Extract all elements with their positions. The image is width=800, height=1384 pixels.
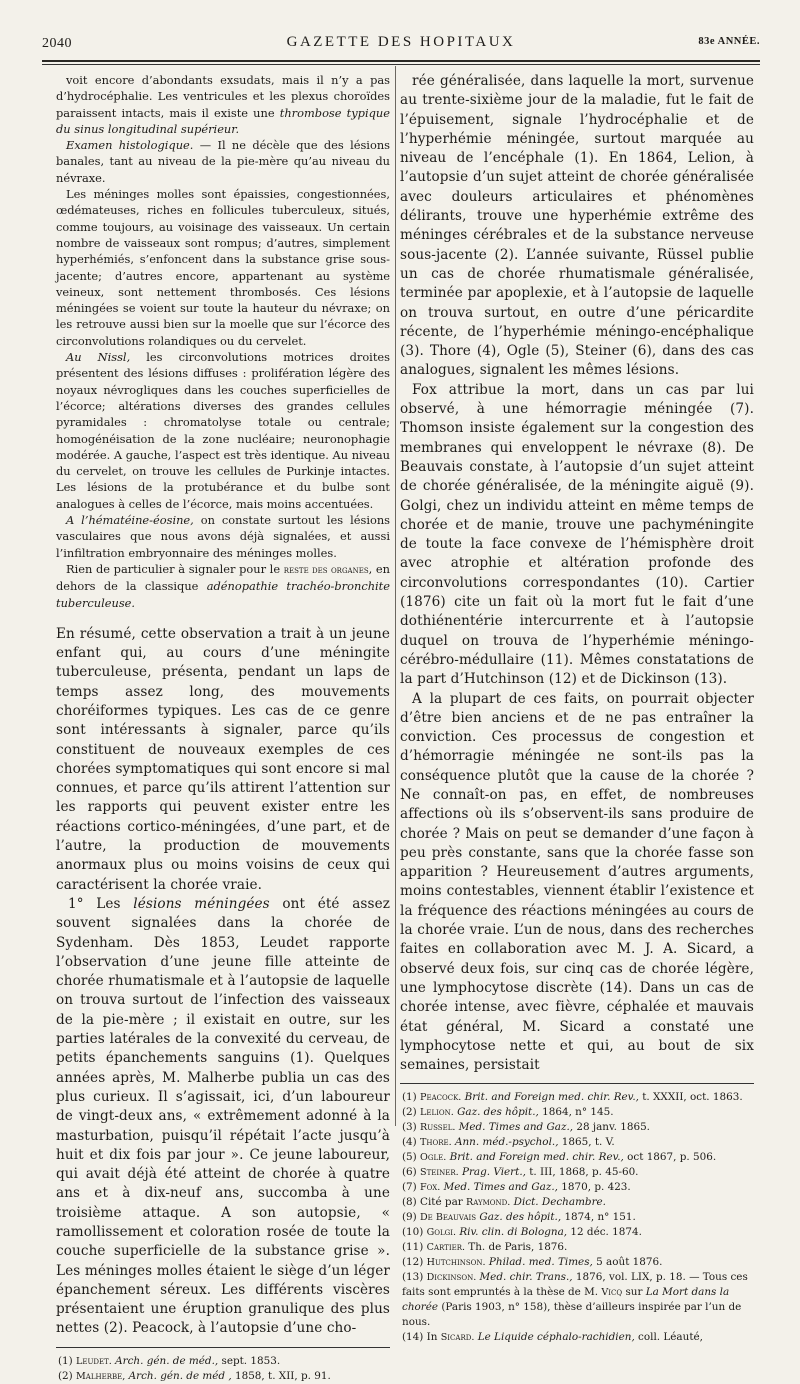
journal-title: GAZETTE DES HOPITAUX: [286, 34, 516, 50]
paragraph: Fox attribue la mort, dans un cas par lui observé, à une hémorragie méningée (7). Thomson insiste également sur la congestion des membranes qui enveloppent le névraxe (8). De Beauvais constate, à l’autopsie d’un sujet atteint de chorée généralisée, de la méningite aiguë (9). Golgi, chez un individu atteint en même temps de chorée et de manie, trouve une pachyméningite de toute la face convexe de l’hémisphère droit avec atrophie et altération profonde des circonvolutions correspondantes (10). Cartier (1876) cite un fait où la mort fut le fait d’une dothiénentérie intercurrente et à l’autopsie duquel on trouva de l’hyperhémie méningo-cérébro-médullaire (11). Mêmes constatations de la part d’Hutchinson (12) et de Dickinson (13).: [400, 381, 754, 688]
paragraph: Rien de particulier à signaler pour le reste des organes, en dehors de la classique adénopathie trachéo-bronchite tuberculeuse.: [56, 561, 391, 610]
paragraph: En résumé, cette observation a trait à un jeune enfant qui, au cours d’une méningite tuberculeuse, présenta, pendant un laps de temps assez long, des mouvements choréiformes typiques. Les cas de ce genre sont intéressants à signaler, parce qu’ils constituent de nouveaux exemples de ces chorées symptomatiques qui sont encore si mal connues, et parce qu’ils attirent l’attention sur les rapports qui peuvent exister entre les réactions cortico-méningées, d’une part, et de l’autre, la production de mouvements anormaux plus ou moins voisins de ceux qui caractérisent la chorée vraie.: [56, 625, 390, 893]
footnote-rule: [56, 1347, 390, 1348]
footnote: (8) Cité par Raymond. Dict. Dechambre.: [402, 1196, 606, 1209]
paragraph: A la plupart de ces faits, on pourrait objecter d’être bien anciens et de ne pas entraîner la conviction. Ces processus de congestion et d’hémorragie méningée ne sont-ils pas la conséquence plutôt que la cause de la chorée ? Ne connaît-on pas, en effet, de nombreuses affections où ils s’observent-ils sans produire de chorée ? Mais on peut se demander d’une façon à peu près constante, sans que la chorée fasse son apparition ? Heureusement d’autres arguments, moins contestables, viennent établir l’existence et la fréquence des réactions méningées au cours de la chorée vraie. L’un de nous, dans des recherches faites en collaboration avec M. J. A. Sicard, a observé deux fois, sur cinq cas de chorée légère, une lymphocytose discrète (14). Dans un cas de chorée intense, avec fièvre, céphalée et mauvais état général, M. Sicard a constaté une lymphocytose nette et qui, au bout de six semaines, persistait: [400, 690, 754, 1074]
footnote: (1) Peacock. Brit. and Foreign med. chir. Rev., t. XXXII, oct. 1863.: [402, 1091, 743, 1104]
footnote: (2) Lelion. Gaz. des hôpit., 1864, n° 145.: [402, 1106, 614, 1119]
page-number: 2040: [42, 36, 72, 51]
footnote: (5) Ogle. Brit. and Foreign med. chir. Rev., oct 1867, p. 506.: [402, 1151, 717, 1164]
footnote: (6) Steiner. Prag. Viert., t. III, 1868, p. 45-60.: [402, 1166, 639, 1179]
column-separator: [395, 66, 396, 1126]
paragraph: voit encore d’abondants exsudats, mais il n’y a pas d’hydrocéphalie. Les ventricules et les plexus choroïdes paraissent intacts, mais il existe une thrombose typique du sinus longitudinal supérieur.: [56, 73, 390, 136]
page-header: [42, 32, 760, 54]
footnote: (12) Hutchinson. Philad. med. Times, 5 août 1876.: [402, 1256, 663, 1269]
left-footnotes: [56, 1354, 390, 1384]
right-column: [400, 72, 754, 1345]
footnote: (9) De Beauvais Gaz. des hôpit., 1874, n° 151.: [402, 1211, 636, 1224]
paragraph: Les méninges molles sont épaissies, congestionnées, œdémateuses, riches en follicules tuberculeux, situés, comme toujours, au voisinage des vaisseaux. Un certain nombre de vaisseaux sont rompus; d’autres, simplement hyperhémiés, s’enfoncent dans la substance grise sous-jacente; d’autres encore, appartenant au système veineux, sont nettement thrombosés. Ces lésions méningées se voient sur toute la hauteur du névraxe; on les retrouve aussi bien sur la moelle que sur l’écorce des circonvolutions rolandiques ou du cervelet.: [56, 187, 390, 348]
paragraph: rée généralisée, dans laquelle la mort, survenue au trente-sixième jour de la maladie, fut le fait de l’épuisement, signale l’hydrocéphalie et de l’hyperhémie méningée, surtout marquée au niveau de l’encéphale (1). En 1864, Lelion, à l’autopsie d’un sujet atteint de chorée généralisée avec douleurs articulaires et phénomènes délirants, trouve une hyperhémie extrême des méninges cérébrales et de la substance nerveuse sous-jacente (2). L’année suivante, Rüssel publie un cas de chorée rhumatismale généralisée, terminée par apoplexie, et à l’autopsie de laquelle on trouva surtout, en outre d’une péricardite récente, de l’hyperhémie méningo-encéphalique (3). Thore (4), Ogle (5), Steiner (6), dans des cas analogues, signalent les mêmes lésions.: [400, 73, 754, 379]
footnote: (4) Thore. Ann. méd.-psychol., 1865, t. V.: [402, 1136, 615, 1149]
footnote: (3) Russel. Med. Times and Gaz., 28 janv. 1865.: [402, 1121, 650, 1134]
footnote: (7) Fox. Med. Times and Gaz., 1870, p. 423.: [402, 1181, 631, 1194]
footnote: (1) Leudet. Arch. gén. de méd., sept. 1853.: [58, 1354, 281, 1367]
paragraph: A l’hématéine-éosine, on constate surtout les lésions vasculaires que nous avons déjà signalées, et aussi l’infiltration embryonnaire des méninges molles.: [56, 513, 390, 560]
discussion-text: [56, 625, 390, 1339]
right-footnotes: [400, 1090, 754, 1345]
paragraph: 1° Les lésions méningées ont été assez souvent signalées dans la chorée de Sydenham. Dès 1853, Leudet rapporte l’observation d’une jeune fille atteinte de chorée rhumatismale et à l’autopsie de laquelle on trouva surtout de l’infection des vaisseaux de la pie-mère ; il existait en outre, sur les parties latérales de la convexité du cerveau, de petits épanchements sanguins (1). Quelques années après, M. Malherbe publia un cas des plus curieux. Il s’agissait, ici, d’un laboureur de vingt-deux ans, « extrêmement adonné à la masturbation, puisqu’il répétait l’acte jusqu’à huit et dix fois par jour ». Ce jeune laboureur, qui avait déjà été atteint de chorée à quatre ans et à dix-neuf ans, succomba à une troisième attaque. A son autopsie, « ramollissement et coloration rosée de toute la couche superficielle de la substance grise ». Les méninges molles étaient le siège d’un léger épanchement séreux. Les différents viscères présentaient une éruption granulique des plus nettes (2). Peacock, à l’autopsie d’une cho-: [56, 895, 390, 1337]
footnote-rule: [400, 1083, 754, 1084]
footnote: (10) Golgi. Riv. clin. di Bologna, 12 déc. 1874.: [402, 1226, 642, 1239]
footnote: (13) Dickinson. Med. chir. Trans., 1876, vol. LIX, p. 18. — Tous ces faits sont empruntés à la thèse de M. Vicq sur La Mort dans la chorée (Paris 1903, n° 158), thèse d’ailleurs inspirée par l’un de nous.: [402, 1271, 748, 1329]
paragraph: Au Nissl, les circonvolutions motrices droites présentent des lésions diffuses : prolifération légère des noyaux névrogliques dans les couches superficielles de l’écorce; altérations diverses des grandes cellules pyramidales : chromatolyse totale ou centrale; homogénéisation de la zone nucléaire; neuronophagie modérée. A gauche, l’aspect est très identique. Au niveau du cervelet, on trouve les cellules de Purkinje intactes. Les lésions de la protubérance et du bulbe sont analogues à celles de l’écorce, mais moins accentuées.: [56, 350, 390, 511]
footnote: (14) In Sicard. Le Liquide céphalo-rachidien, coll. Léauté,: [402, 1331, 703, 1344]
footnote: (2) Malherbe, Arch. gén. de méd , 1858, t. XII, p. 91.: [58, 1369, 331, 1382]
right-body-text: [400, 72, 754, 1075]
year-label: 83e ANNÉE.: [698, 36, 760, 47]
left-column: [56, 72, 390, 1384]
footnote: (11) Cartier. Th. de Paris, 1876.: [402, 1241, 568, 1254]
header-rule: [42, 60, 760, 62]
header-rule-thin: [42, 64, 760, 65]
observation-text: [56, 72, 390, 611]
paragraph: Examen histologique. — Il ne décèle que des lésions banales, tant au niveau de la pie-mère qu’au niveau du névraxe.: [56, 138, 390, 185]
